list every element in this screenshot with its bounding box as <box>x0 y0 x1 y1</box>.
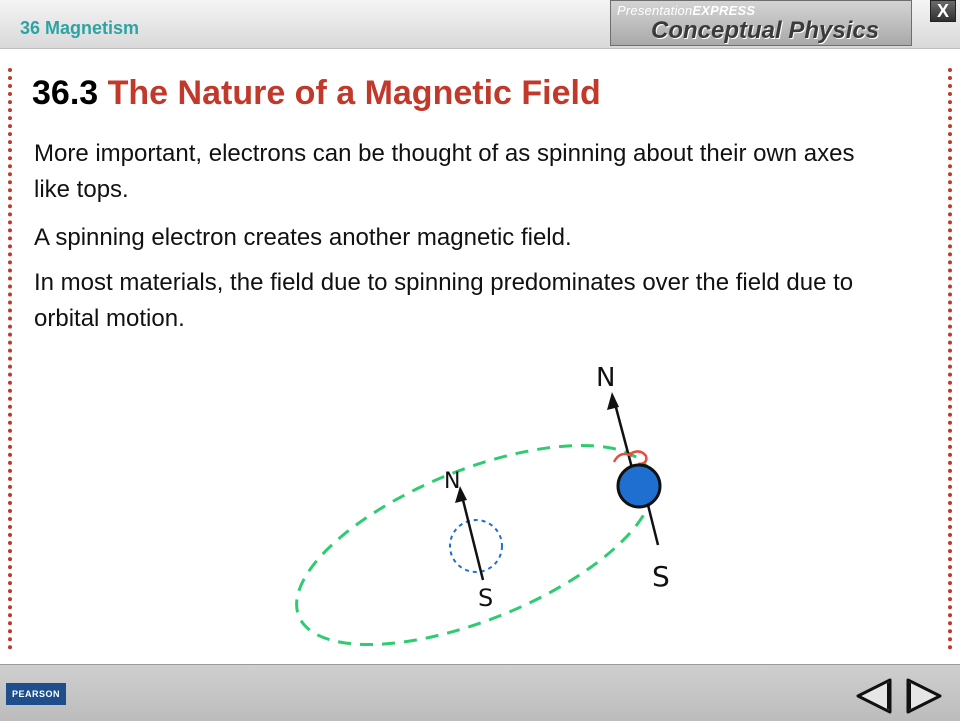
spin-south-label: S <box>652 560 670 593</box>
electron <box>618 465 660 507</box>
previous-arrow-icon <box>858 680 890 712</box>
paragraph-1: More important, electrons can be thought of as spinning about their own axes like tops. <box>34 140 855 203</box>
orbit-north-label: N <box>444 469 461 494</box>
orbit-axis-arrow <box>461 492 483 580</box>
paragraph-3: In most materials, the field due to spinning predominates over the field due to orbital motion. <box>34 269 854 332</box>
right-dotted-rule <box>948 68 952 650</box>
previous-slide-button[interactable] <box>852 677 896 715</box>
left-dotted-rule <box>8 68 12 650</box>
spinning-electron-diagram <box>280 350 700 650</box>
spin-arrow-head <box>607 392 619 410</box>
spin-north-label: N <box>596 363 616 393</box>
title-text: The Nature of a Magnetic Field <box>107 74 601 112</box>
orbit-path <box>280 404 679 650</box>
brand-main-text: Conceptual Physics <box>651 17 880 44</box>
title-number: 36.3 <box>32 74 99 112</box>
slide-title <box>32 74 601 113</box>
spin-axis-lower <box>648 505 658 545</box>
orbit-south-label: S <box>478 584 494 612</box>
next-arrow-icon <box>908 680 940 712</box>
chapter-label: 36 Magnetism <box>20 18 140 38</box>
brand-top-text: PresentationEXPRESS <box>617 3 756 18</box>
pearson-logo: PEARSON <box>6 683 66 705</box>
next-slide-button[interactable] <box>902 677 946 715</box>
brand-logo <box>610 0 912 46</box>
orbit-center-loop <box>450 520 502 572</box>
paragraph-2: A spinning electron creates another magnetic field. <box>34 224 572 251</box>
header-bar <box>0 0 960 49</box>
close-button[interactable]: X <box>930 0 956 22</box>
footer-bar <box>0 664 960 721</box>
